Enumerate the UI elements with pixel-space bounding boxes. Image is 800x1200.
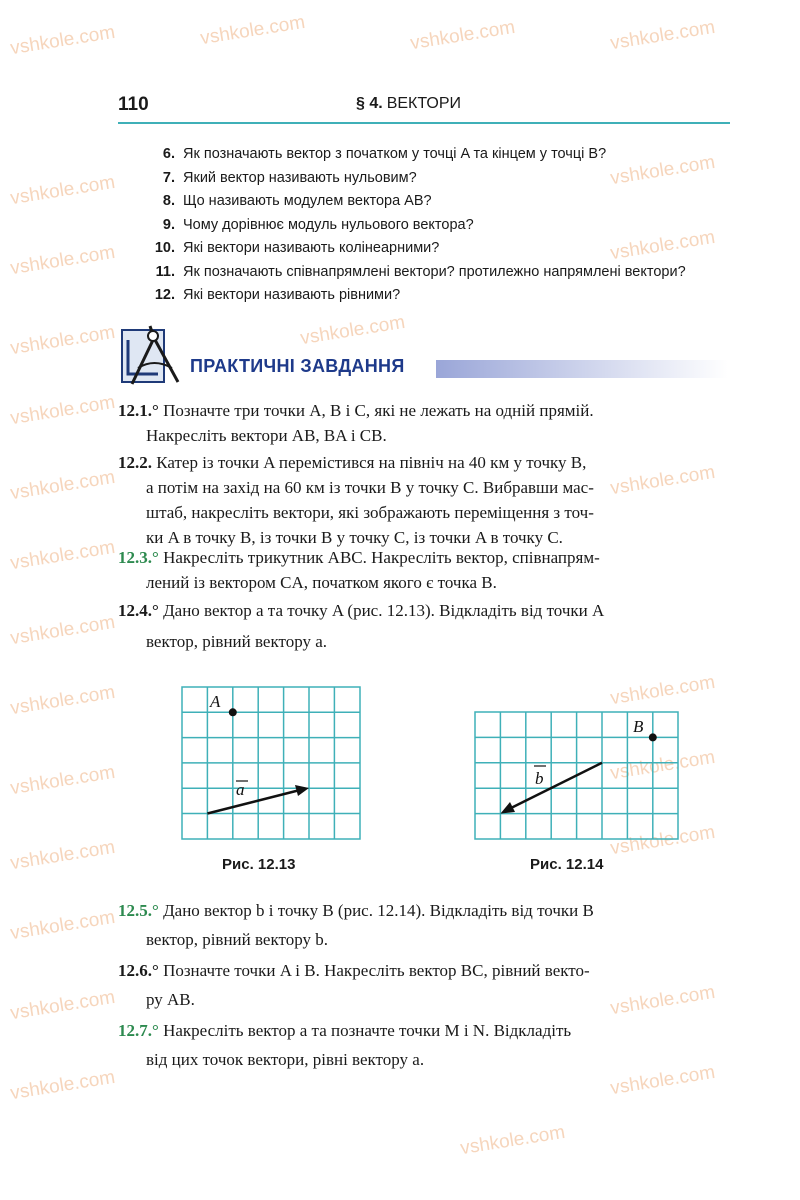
watermark: vshkole.com <box>8 1066 117 1105</box>
list-item <box>140 240 740 264</box>
compass-ruler-icon <box>118 322 190 390</box>
task-number: 12.2. <box>118 453 152 472</box>
grid <box>182 687 360 839</box>
list-item <box>140 287 740 311</box>
page-number: 110 <box>118 94 149 115</box>
gradient-bar <box>436 360 728 378</box>
task-line: Катер із точки A перемістився на північ на 40 км у точку B, <box>156 453 587 472</box>
watermark: vshkole.com <box>608 746 717 785</box>
watermark: vshkole.com <box>298 311 407 350</box>
task-line: Дано вектор a та точку A (рис. 12.13). Відкладіть від точки A <box>163 601 605 620</box>
watermark: vshkole.com <box>458 1121 567 1160</box>
list-item <box>140 217 740 241</box>
question-text: Як позначають співнапрямлені вектори? протилежно напрямлені вектори? <box>183 263 686 280</box>
watermark: vshkole.com <box>608 461 717 500</box>
point-b <box>649 733 657 741</box>
vector-b <box>509 763 602 809</box>
question-number: 11. <box>155 263 175 280</box>
figure-caption: Рис. 12.13 <box>222 856 296 873</box>
task-line: від цих точок вектори, рівні вектору a. <box>146 1050 425 1069</box>
watermark: vshkole.com <box>8 611 117 650</box>
task-number: 12.6.° <box>118 961 159 980</box>
figure-caption: Рис. 12.14 <box>530 856 604 873</box>
task-number: 12.7.° <box>118 1021 159 1040</box>
task-line: вектор, рівний вектору a. <box>146 632 328 651</box>
watermark: vshkole.com <box>8 761 117 800</box>
task-item <box>118 598 732 654</box>
task-item <box>118 898 732 952</box>
question-number: 10. <box>154 240 175 256</box>
watermark: vshkole.com <box>198 11 307 50</box>
question-number: 12. <box>154 287 175 303</box>
watermark: vshkole.com <box>608 226 717 265</box>
task-line: а потім на захід на 60 км із точки B у точку C. Вибравши мас- <box>146 478 594 497</box>
question-text: Які вектори називають рівними? <box>183 287 401 303</box>
task-item <box>118 450 732 550</box>
task-item <box>118 1018 732 1072</box>
watermark: vshkole.com <box>608 16 717 55</box>
vector-label: a <box>236 780 245 799</box>
question-text: Чому дорівнює модуль нульового вектора? <box>183 216 474 233</box>
watermark: vshkole.com <box>8 466 117 505</box>
question-number: 9. <box>162 216 175 233</box>
watermark: vshkole.com <box>8 536 117 575</box>
watermark: vshkole.com <box>608 151 717 190</box>
figure-12-13 <box>180 685 362 843</box>
watermark: vshkole.com <box>408 16 517 55</box>
question-list <box>140 146 740 311</box>
task-line: ки A в точку B, із точки B у точку C, із точки A в точку C. <box>146 528 563 547</box>
watermark: vshkole.com <box>608 1061 717 1100</box>
task-number: 12.5.° <box>118 901 159 920</box>
point-label: B <box>633 717 644 736</box>
watermark: vshkole.com <box>608 981 717 1020</box>
watermark: vshkole.com <box>8 681 117 720</box>
task-number: 12.3.° <box>118 548 159 567</box>
question-text: Які вектори називають колінеарними? <box>183 240 440 256</box>
page-header <box>118 92 730 124</box>
task-number: 12.4.° <box>118 601 159 620</box>
question-number: 7. <box>162 169 175 186</box>
watermark: vshkole.com <box>8 241 117 280</box>
task-line: Дано вектор b і точку B (рис. 12.14). Відкладіть від точки B <box>163 901 594 920</box>
task-line: Позначте точки A і B. Накресліть вектор BC, рівний векто- <box>163 961 590 980</box>
point-a <box>229 708 237 716</box>
question-text: Який вектор називають нульовим? <box>183 169 417 186</box>
task-item <box>118 398 732 448</box>
watermark: vshkole.com <box>8 906 117 945</box>
list-item <box>140 146 740 170</box>
question-number: 8. <box>162 193 175 209</box>
list-item <box>140 264 740 288</box>
list-item <box>140 193 740 217</box>
task-line: вектор, рівний вектору b. <box>146 930 328 949</box>
watermark: vshkole.com <box>8 171 117 210</box>
watermark: vshkole.com <box>608 671 717 710</box>
question-text: Що називають модулем вектора AB? <box>183 193 432 209</box>
question-number: 6. <box>162 146 175 162</box>
practice-heading <box>118 322 738 392</box>
task-line: Накресліть вектори AB, BA і CB. <box>146 426 387 445</box>
section-name: ВЕКТОРИ <box>386 95 462 112</box>
task-number: 12.1.° <box>118 401 159 420</box>
task-line: ру AB. <box>146 990 195 1009</box>
task-line: Накресліть вектор a та позначте точки M і N. Відкладіть <box>163 1021 572 1040</box>
arrowhead-icon <box>500 802 515 814</box>
watermark: vshkole.com <box>8 321 117 360</box>
watermark: vshkole.com <box>8 836 117 875</box>
watermark: vshkole.com <box>8 21 117 60</box>
list-item <box>140 170 740 194</box>
task-line: Позначте три точки A, B і C, які не лежать на одній прямій. <box>163 401 594 420</box>
arrowhead-icon <box>295 785 309 796</box>
point-label: A <box>210 692 221 711</box>
vector-label: b <box>535 769 544 788</box>
watermark: vshkole.com <box>8 391 117 430</box>
practice-title: ПРАКТИЧНІ ЗАВДАННЯ <box>190 356 405 376</box>
section-title <box>356 95 461 113</box>
vector-a <box>207 790 300 814</box>
task-line: Накресліть трикутник ABC. Накресліть вектор, співнапрям- <box>163 548 600 567</box>
section-mark: § 4. <box>356 95 383 112</box>
watermark: vshkole.com <box>608 821 717 860</box>
task-line: лений із вектором CA, початком якого є точка B. <box>146 573 497 592</box>
task-item <box>118 958 732 1012</box>
task-item <box>118 545 732 595</box>
figure-12-14 <box>473 710 680 842</box>
question-text: Як позначають вектор з початком у точці A та кінцем у точці B? <box>183 146 607 162</box>
watermark: vshkole.com <box>8 986 117 1025</box>
task-line: штаб, накресліть вектори, які зображають переміщення з точ- <box>146 503 594 522</box>
